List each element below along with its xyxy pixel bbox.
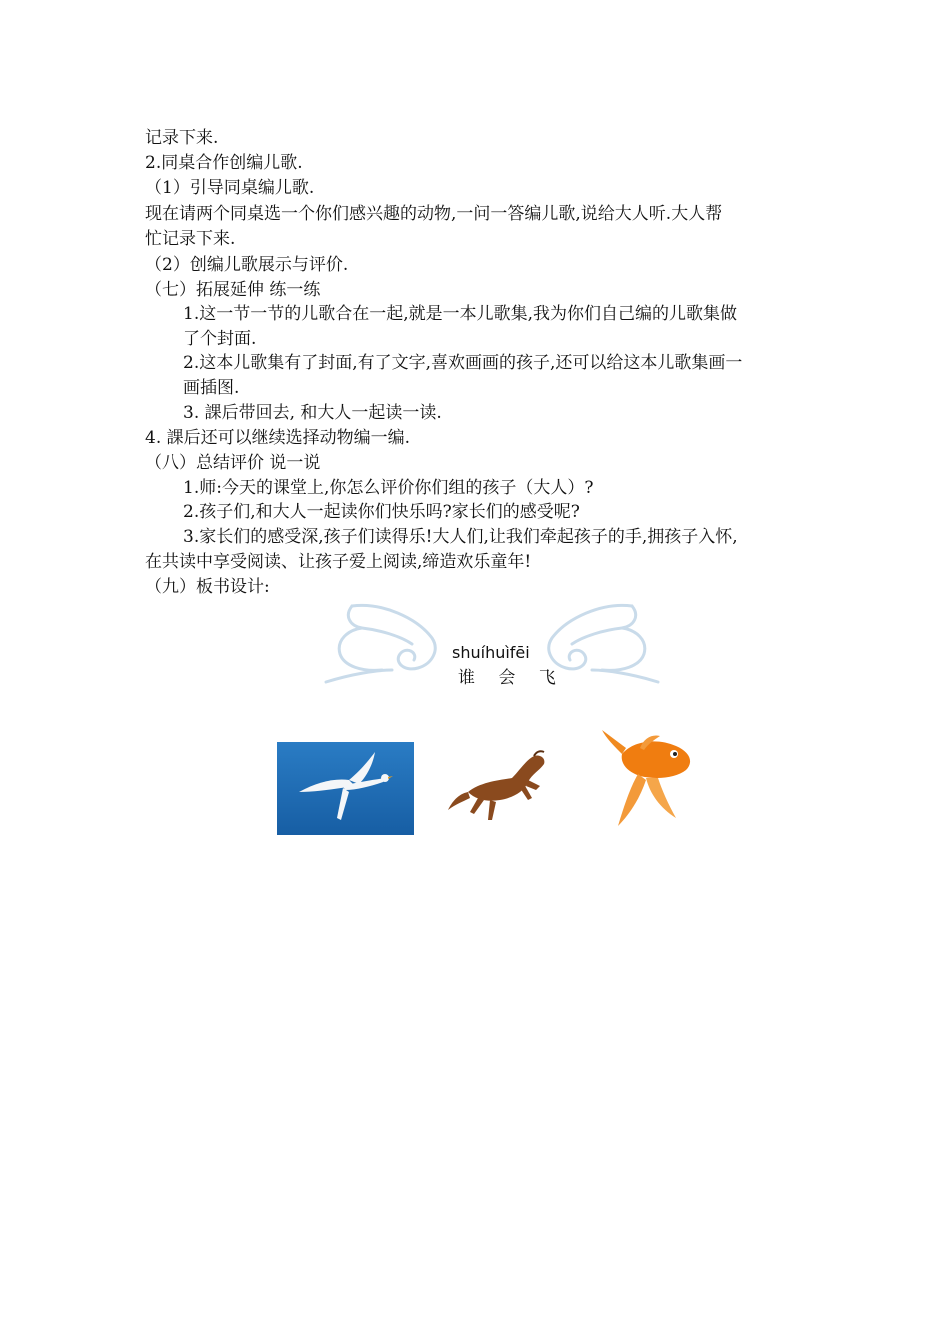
text-line: 3.家长们的感受深,孩子们读得乐!大人们,让我们牵起孩子的手,拥孩子入怀, bbox=[183, 527, 738, 547]
text-line: （2）创编儿歌展示与评价. bbox=[145, 255, 349, 275]
text-line: 3. 課后带回去, 和大人一起读一读. bbox=[183, 403, 442, 423]
text-line: 画插图. bbox=[183, 378, 240, 398]
text-line: 2.同桌合作创编儿歌. bbox=[145, 153, 303, 173]
board-title: 谁 会 飞 bbox=[458, 668, 565, 688]
text-line: （1）引导同桌编儿歌. bbox=[145, 178, 315, 198]
text-line: 1.这一节一节的儿歌合在一起,就是一本儿歌集,我为你们自己编的儿歌集做 bbox=[183, 304, 738, 324]
text-line: 2.孩子们,和大人一起读你们快乐吗?家长们的感受呢? bbox=[183, 502, 580, 522]
horse-image bbox=[440, 740, 565, 830]
goldfish-image bbox=[600, 726, 700, 832]
text-line: 4. 課后还可以继续选择动物编一编. bbox=[145, 428, 411, 448]
text-line: 了个封面. bbox=[183, 329, 257, 349]
text-line: 2.这本儿歌集有了封面,有了文字,喜欢画画的孩子,还可以给这本儿歌集画一 bbox=[183, 353, 743, 373]
section-heading: （八）总结评价 说一说 bbox=[145, 453, 321, 473]
text-line: 忙记录下来. bbox=[145, 229, 236, 249]
board-pinyin: shuíhuìfēi bbox=[452, 643, 530, 662]
section-heading: （七）拓展延伸 练一练 bbox=[145, 280, 321, 300]
text-line: 在共读中享受阅读、让孩子爱上阅读,缔造欢乐童年! bbox=[145, 552, 532, 572]
seagull-image bbox=[277, 742, 414, 835]
text-line: 记录下来. bbox=[145, 128, 219, 148]
text-line: 现在请两个同桌选一个你们感兴趣的动物,一问一答编儿歌,说给大人听.大人帮 bbox=[145, 204, 723, 224]
text-line: 1.师:今天的课堂上,你怎么评价你们组的孩子（大人）? bbox=[183, 478, 594, 498]
section-heading: （九）板书设计: bbox=[145, 577, 270, 597]
